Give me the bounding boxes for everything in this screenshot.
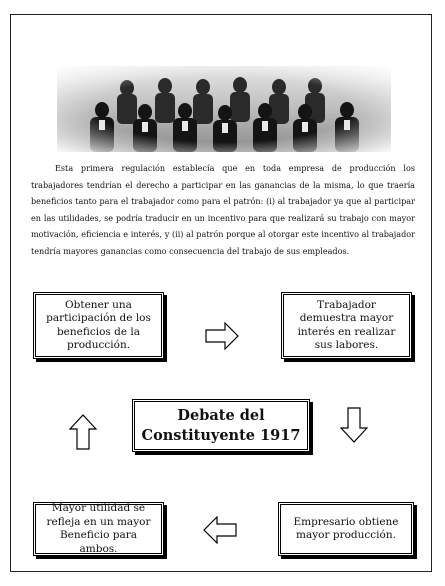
step-text-line: Beneficio para ambos. bbox=[59, 529, 138, 555]
step-box-employer-production bbox=[278, 502, 414, 556]
arrow-left-icon bbox=[203, 516, 237, 544]
body-paragraph: Esta primera regulación establecía que en toda empresa de producción los trabajadores tendrían el derecho a participar en las ganancias de la misma, lo que traería beneficios tanto para el trabajador como para el patrón: (i) al trabajador ya que al participar en las utilidades, se podría traducir en un incentivo para que realizará su trabajo con mayor motivación, eficiencia e interés, y (ii) al patrón porque al otorgar este incentivo al trabajador tendría mayores ganancias como consecuencia del trabajo de sus empleados. bbox=[31, 163, 415, 256]
step-text-line: Trabajador bbox=[317, 298, 376, 311]
step-text-line: Empresario obtiene bbox=[293, 515, 399, 528]
step-text-line: Mayor utilidad se bbox=[51, 502, 146, 514]
step-text-line: beneficios de la bbox=[56, 325, 141, 338]
step-text-line: sus labores. bbox=[314, 339, 379, 351]
step-text-line: participación de los bbox=[46, 312, 151, 324]
center-title-line: Debate del bbox=[177, 406, 265, 424]
step-box-participation bbox=[33, 292, 164, 359]
step-text-line: interés en realizar bbox=[297, 325, 396, 338]
arrow-down-icon bbox=[340, 407, 368, 443]
step-text-line: refleja en un mayor bbox=[46, 515, 151, 528]
center-title-box bbox=[132, 399, 310, 452]
step-text-line: producción. bbox=[66, 339, 131, 351]
step-text-line: Obtener una bbox=[65, 298, 132, 311]
arrow-up-icon bbox=[69, 414, 97, 450]
arrow-right-icon bbox=[205, 322, 239, 350]
step-box-mutual-benefit bbox=[33, 502, 164, 556]
center-title-line: Constituyente 1917 bbox=[141, 426, 301, 444]
step-box-worker-interest bbox=[281, 292, 412, 359]
historical-group-photo bbox=[57, 66, 391, 152]
step-text-line: mayor producción. bbox=[296, 529, 396, 541]
step-text-line: demuestra mayor bbox=[299, 312, 394, 324]
